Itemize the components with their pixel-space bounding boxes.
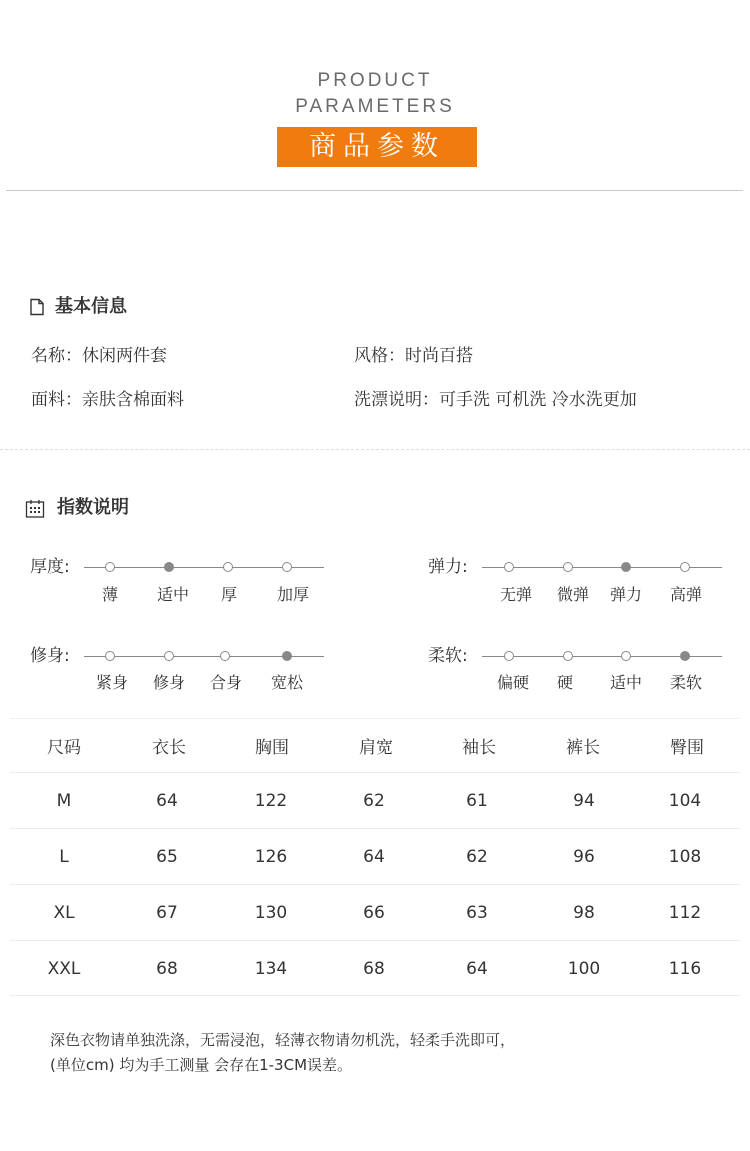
basic-info-title: 基本信息 — [55, 296, 127, 317]
section-divider — [0, 449, 750, 450]
size-table-cell: 98 — [573, 903, 595, 923]
info-fabric: 面料：亲肤含棉面料 — [31, 390, 184, 410]
scale-fit-opt-3: 宽松 — [270, 673, 303, 692]
size-table-header-cell: 臀围 — [670, 738, 704, 758]
scale-thickness-dot-0 — [105, 562, 115, 572]
size-table-cell: XXL — [47, 959, 81, 979]
scale-fit-opt-0: 紧身 — [95, 673, 128, 692]
index-title: 指数说明 — [57, 497, 129, 518]
info-style: 风格：时尚百搭 — [354, 346, 473, 366]
scale-softness-opt-2: 适中 — [609, 673, 642, 692]
header-en-line2: PARAMETERS — [295, 96, 455, 117]
scale-softness-opt-1: 硬 — [556, 673, 573, 692]
care-note-line1: 深色衣物请单独洗涤，无需浸泡，轻薄衣物请勿机洗，轻柔手洗即可， — [50, 1031, 516, 1049]
size-table-cell: 126 — [254, 847, 288, 867]
size-table-cell: 65 — [156, 847, 178, 867]
scale-thickness-dot-2 — [223, 562, 233, 572]
size-table-cell: XL — [53, 903, 75, 923]
size-table-cell: 130 — [254, 903, 288, 923]
size-table-header-cell: 衣长 — [152, 738, 186, 758]
scale-softness-dot-2 — [621, 651, 631, 661]
scale-softness-opt-3: 柔软 — [669, 673, 702, 692]
scale-elasticity-opt-3: 高弹 — [669, 585, 702, 604]
scale-softness-label: 柔软: — [428, 646, 468, 666]
scale-elasticity-opt-1: 微弹 — [556, 585, 589, 604]
size-table-cell: 64 — [156, 791, 178, 811]
scale-fit-dot-2 — [220, 651, 230, 661]
size-table-cell: 134 — [254, 959, 288, 979]
info-name: 名称：休闲两件套 — [31, 346, 167, 366]
size-table-cell: 112 — [668, 903, 702, 923]
scale-elasticity-label: 弹力: — [428, 557, 468, 577]
size-table-cell: 116 — [668, 959, 702, 979]
scale-thickness-dot-3 — [282, 562, 292, 572]
scale-thickness-label: 厚度: — [30, 557, 70, 577]
scale-softness-opt-0: 偏硬 — [496, 673, 529, 692]
size-table-header-cell: 袖长 — [462, 738, 496, 758]
scale-thickness-opt-0: 薄 — [101, 585, 118, 604]
scale-softness-dot-1 — [563, 651, 573, 661]
size-table-cell: L — [59, 847, 69, 867]
scale-fit-opt-1: 修身 — [152, 673, 185, 692]
scale-fit-opt-2: 合身 — [209, 673, 242, 692]
document-icon — [28, 298, 46, 316]
info-washing: 洗漂说明：可手洗 可机洗 冷水洗更加 — [354, 390, 637, 410]
scale-elasticity-opt-0: 无弹 — [499, 585, 532, 604]
scale-elasticity-dot-1 — [563, 562, 573, 572]
scale-thickness-opt-3: 加厚 — [276, 585, 309, 604]
size-table-cell: 96 — [573, 847, 595, 867]
size-table-cell: 122 — [254, 791, 288, 811]
size-table-cell: 63 — [466, 903, 488, 923]
size-table-cell: 68 — [156, 959, 178, 979]
scale-fit-label: 修身: — [30, 646, 70, 666]
scale-fit-dot-3 — [282, 651, 292, 661]
size-table-cell: 94 — [573, 791, 595, 811]
size-table-header-cell: 尺码 — [47, 738, 81, 758]
size-table-header-cell: 胸围 — [255, 738, 289, 758]
size-table-cell: 66 — [363, 903, 385, 923]
size-table-bottom-border — [10, 995, 740, 996]
size-table-cell: M — [56, 791, 72, 811]
header-divider — [6, 190, 743, 191]
size-table-cell: 64 — [466, 959, 488, 979]
size-table-cell: 68 — [363, 959, 385, 979]
scale-thickness-opt-1: 适中 — [156, 585, 189, 604]
size-table-cell: 104 — [668, 791, 702, 811]
scale-thickness-dot-1 — [164, 562, 174, 572]
scale-thickness-opt-2: 厚 — [220, 585, 237, 604]
size-table-cell: 108 — [668, 847, 702, 867]
size-table-header-cell: 肩宽 — [359, 738, 393, 758]
scale-elasticity-opt-2: 弹力 — [609, 585, 642, 604]
scale-elasticity-dot-3 — [680, 562, 690, 572]
scale-elasticity-dot-2 — [621, 562, 631, 572]
header-cn-banner: 商品参数 — [277, 127, 477, 167]
size-table-cell: 100 — [567, 959, 601, 979]
scale-elasticity-dot-0 — [504, 562, 514, 572]
size-table-cell: 61 — [466, 791, 488, 811]
scale-fit-dot-0 — [105, 651, 115, 661]
size-table-cell: 67 — [156, 903, 178, 923]
size-table-header-cell: 裤长 — [566, 738, 600, 758]
care-note-line2: (单位cm) 均为手工测量 会存在1-3CM误差。 — [50, 1056, 353, 1074]
size-table-cell: 64 — [363, 847, 385, 867]
calendar-grid-icon — [25, 499, 43, 517]
scale-softness-dot-0 — [504, 651, 514, 661]
scale-softness-dot-3 — [680, 651, 690, 661]
header-en-line1: PRODUCT — [317, 70, 433, 91]
size-table-cell: 62 — [466, 847, 488, 867]
size-table-cell: 62 — [363, 791, 385, 811]
scale-fit-dot-1 — [164, 651, 174, 661]
